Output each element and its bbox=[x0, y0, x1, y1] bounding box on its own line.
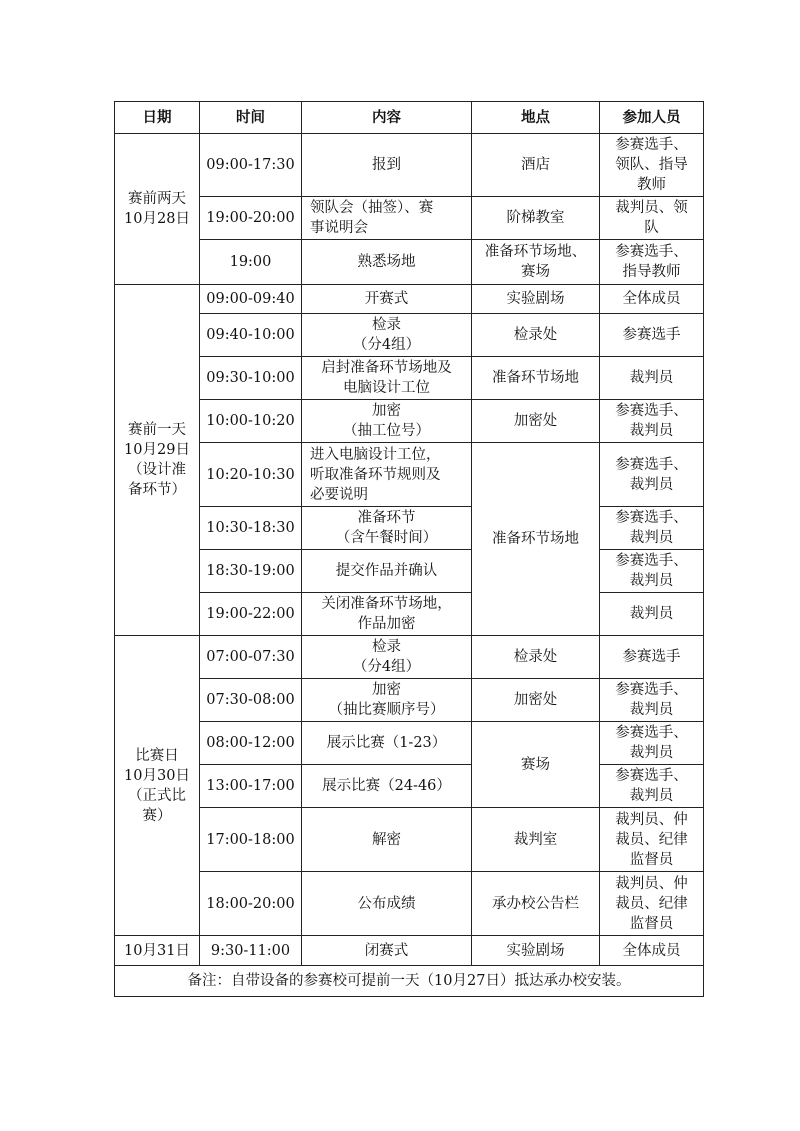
location-cell: 加密处 bbox=[472, 679, 600, 722]
schedule-table bbox=[114, 101, 704, 997]
location-cell: 准备环节场地 bbox=[472, 357, 600, 400]
table-row bbox=[115, 872, 704, 936]
location-cell: 赛场 bbox=[472, 722, 600, 808]
date-cell: 10月31日 bbox=[115, 936, 200, 966]
table-row bbox=[115, 240, 704, 285]
location-cell: 酒店 bbox=[472, 134, 600, 197]
participants-cell: 裁判员、仲 裁员、纪律 监督员 bbox=[600, 808, 704, 872]
location-cell: 检录处 bbox=[472, 314, 600, 357]
table-row bbox=[115, 285, 704, 314]
participants-cell: 参赛选手、 裁判员 bbox=[600, 765, 704, 808]
table-row bbox=[115, 443, 704, 507]
time-cell: 19:00-22:00 bbox=[200, 593, 302, 636]
location-cell: 实验剧场 bbox=[472, 285, 600, 314]
location-cell: 阶梯教室 bbox=[472, 197, 600, 240]
participants-cell: 参赛选手、 裁判员 bbox=[600, 722, 704, 765]
header-time: 时间 bbox=[200, 102, 302, 134]
header-row bbox=[115, 102, 704, 134]
content-cell: 加密 （抽比赛顺序号） bbox=[302, 679, 472, 722]
table-row bbox=[115, 197, 704, 240]
content-cell: 提交作品并确认 bbox=[302, 550, 472, 593]
time-cell: 10:00-10:20 bbox=[200, 400, 302, 443]
content-cell: 熟悉场地 bbox=[302, 240, 472, 285]
participants-cell: 裁判员、领 队 bbox=[600, 197, 704, 240]
header-participants: 参加人员 bbox=[600, 102, 704, 134]
location-cell: 裁判室 bbox=[472, 808, 600, 872]
participants-cell: 全体成员 bbox=[600, 936, 704, 966]
content-cell: 进入电脑设计工位， 听取准备环节规则及 必要说明 bbox=[302, 443, 472, 507]
participants-cell: 参赛选手、 裁判员 bbox=[600, 507, 704, 550]
header-location: 地点 bbox=[472, 102, 600, 134]
time-cell: 19:00-20:00 bbox=[200, 197, 302, 240]
content-cell: 解密 bbox=[302, 808, 472, 872]
participants-cell: 参赛选手 bbox=[600, 314, 704, 357]
time-cell: 19:00 bbox=[200, 240, 302, 285]
content-cell: 开赛式 bbox=[302, 285, 472, 314]
table-row bbox=[115, 593, 704, 636]
participants-cell: 参赛选手、 领队、指导 教师 bbox=[600, 134, 704, 197]
table-row bbox=[115, 314, 704, 357]
time-cell: 08:00-12:00 bbox=[200, 722, 302, 765]
table-row bbox=[115, 400, 704, 443]
time-cell: 18:30-19:00 bbox=[200, 550, 302, 593]
table-row bbox=[115, 134, 704, 197]
time-cell: 17:00-18:00 bbox=[200, 808, 302, 872]
content-cell: 展示比赛（1-23） bbox=[302, 722, 472, 765]
note-cell: 备注：自带设备的参赛校可提前一天（10月27日）抵达承办校安装。 bbox=[115, 966, 704, 997]
time-cell: 07:00-07:30 bbox=[200, 636, 302, 679]
time-cell: 07:30-08:00 bbox=[200, 679, 302, 722]
content-cell: 检录 （分4组） bbox=[302, 636, 472, 679]
participants-cell: 全体成员 bbox=[600, 285, 704, 314]
time-cell: 13:00-17:00 bbox=[200, 765, 302, 808]
time-cell: 09:40-10:00 bbox=[200, 314, 302, 357]
participants-cell: 参赛选手、 裁判员 bbox=[600, 550, 704, 593]
location-cell: 实验剧场 bbox=[472, 936, 600, 966]
location-cell: 承办校公告栏 bbox=[472, 872, 600, 936]
table-row bbox=[115, 636, 704, 679]
table-row bbox=[115, 722, 704, 765]
date-cell: 比赛日 10月30日 （正式比 赛） bbox=[115, 636, 200, 936]
content-cell: 启封准备环节场地及 电脑设计工位 bbox=[302, 357, 472, 400]
content-cell: 领队会（抽签）、赛 事说明会 bbox=[302, 197, 472, 240]
time-cell: 10:30-18:30 bbox=[200, 507, 302, 550]
note-row bbox=[115, 966, 704, 997]
content-cell: 准备环节 （含午餐时间） bbox=[302, 507, 472, 550]
content-cell: 加密 （抽工位号） bbox=[302, 400, 472, 443]
participants-cell: 裁判员、仲 裁员、纪律 监督员 bbox=[600, 872, 704, 936]
table-row bbox=[115, 936, 704, 966]
table-row bbox=[115, 357, 704, 400]
date-cell: 赛前一天 10月29日 （设计准 备环节） bbox=[115, 285, 200, 636]
table-row bbox=[115, 550, 704, 593]
participants-cell: 参赛选手 bbox=[600, 636, 704, 679]
content-cell: 检录 （分4组） bbox=[302, 314, 472, 357]
participants-cell: 参赛选手、 裁判员 bbox=[600, 443, 704, 507]
time-cell: 09:00-17:30 bbox=[200, 134, 302, 197]
location-cell: 检录处 bbox=[472, 636, 600, 679]
participants-cell: 参赛选手、 指导教师 bbox=[600, 240, 704, 285]
time-cell: 09:30-10:00 bbox=[200, 357, 302, 400]
header-date: 日期 bbox=[115, 102, 200, 134]
content-cell: 公布成绩 bbox=[302, 872, 472, 936]
date-cell: 赛前两天 10月28日 bbox=[115, 134, 200, 285]
time-cell: 9:30-11:00 bbox=[200, 936, 302, 966]
participants-cell: 参赛选手、 裁判员 bbox=[600, 679, 704, 722]
location-cell: 加密处 bbox=[472, 400, 600, 443]
table-row bbox=[115, 808, 704, 872]
table-row bbox=[115, 765, 704, 808]
time-cell: 10:20-10:30 bbox=[200, 443, 302, 507]
header-content: 内容 bbox=[302, 102, 472, 134]
participants-cell: 裁判员 bbox=[600, 593, 704, 636]
time-cell: 09:00-09:40 bbox=[200, 285, 302, 314]
location-cell: 准备环节场地 bbox=[472, 443, 600, 636]
table-row bbox=[115, 507, 704, 550]
time-cell: 18:00-20:00 bbox=[200, 872, 302, 936]
participants-cell: 裁判员 bbox=[600, 357, 704, 400]
location-cell: 准备环节场地、 赛场 bbox=[472, 240, 600, 285]
participants-cell: 参赛选手、 裁判员 bbox=[600, 400, 704, 443]
content-cell: 关闭准备环节场地， 作品加密 bbox=[302, 593, 472, 636]
table-row bbox=[115, 679, 704, 722]
content-cell: 报到 bbox=[302, 134, 472, 197]
content-cell: 展示比赛（24-46） bbox=[302, 765, 472, 808]
content-cell: 闭赛式 bbox=[302, 936, 472, 966]
